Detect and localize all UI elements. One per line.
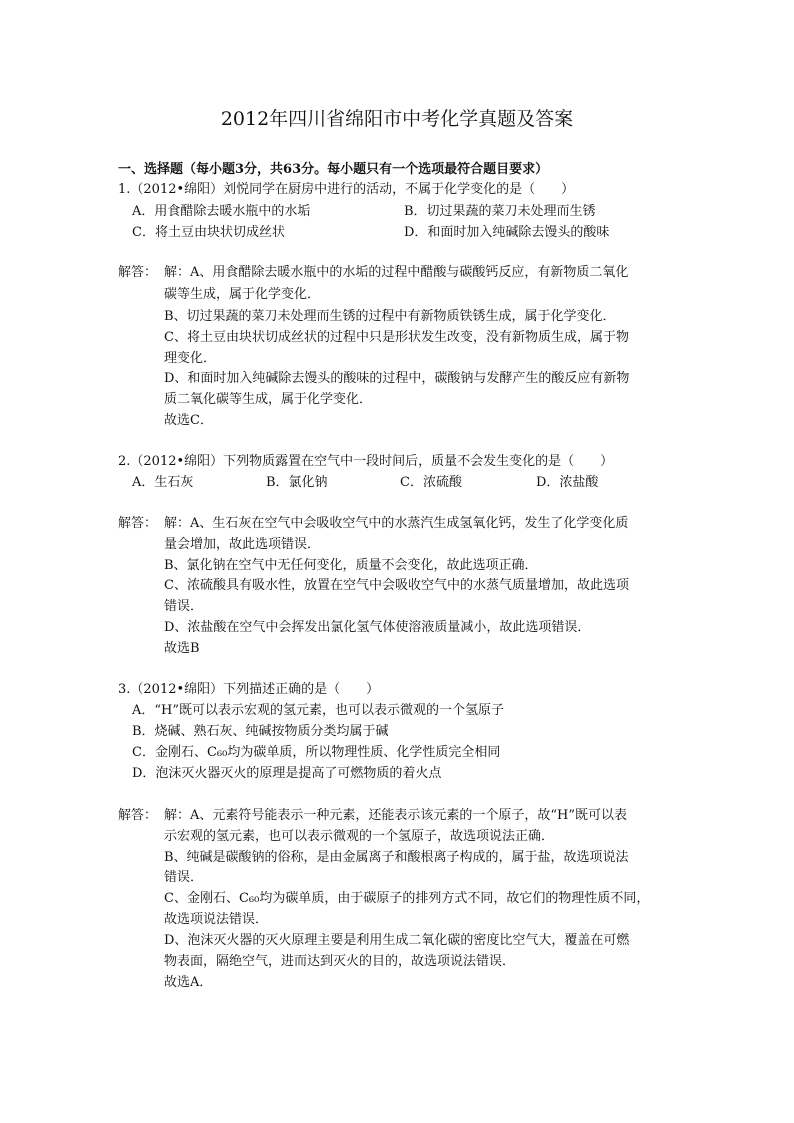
question-1-option-d: D．和面时加入纯碱除去馒头的酸味: [404, 225, 610, 240]
question-3-option-d: D．泡沫灭火器灭火的原理是提高了可燃物质的着火点: [132, 766, 442, 781]
answer-3-line: 物表面，隔绝空气，进而达到灭火的目的，故选项说法错误．: [164, 954, 516, 969]
question-1-option-c: C．将土豆由块状切成丝状: [132, 225, 285, 240]
answer-2-line: 错误．: [164, 599, 204, 614]
answer-1-line: 故选C．: [164, 413, 213, 428]
answer-2-line: C、浓硫酸具有吸水性，放置在空气中会吸收空气中的水蒸气质量增加，故此选项: [164, 578, 629, 593]
answer-2-line: B、氯化钠在空气中无任何变化，质量不会变化，故此选项正确．: [164, 558, 538, 573]
page-title: 2012年四川省绵阳市中考化学真题及答案: [220, 108, 574, 130]
section-heading: 一、选择题（每小题3分，共63分。每小题只有一个选项最符合题目要求）: [118, 162, 549, 177]
question-1-option-a: A．用食醋除去暖水瓶中的水垢: [132, 204, 311, 219]
question-3-stem: 3.（2012•绵阳）下列描述正确的是（ ）: [118, 682, 380, 697]
answer-2-line: D、浓盐酸在空气中会挥发出氯化氢气体使溶液质量减小，故此选项错误．: [164, 620, 591, 635]
answer-3-line: 错误．: [164, 870, 204, 885]
answer-1-line: C、将土豆由块状切成丝状的过程中只是形状发生改变，没有新物质生成，属于物: [164, 330, 629, 345]
question-2-option-a: A．生石灰: [132, 475, 194, 490]
answer-2-line: 故选B: [164, 641, 200, 656]
answer-3-line: 故选A．: [164, 975, 213, 990]
answer-3-line: 示宏观的氢元素，也可以表示微观的一个氢原子，故选项说法正确．: [164, 829, 555, 844]
answer-label-1: 解答：: [118, 265, 158, 280]
answer-1-line: B、切过果蔬的菜刀未处理而生锈的过程中有新物质铁锈生成，属于化学变化．: [164, 309, 616, 324]
answer-2-line: 解：A、生石灰在空气中会吸收空气中的水蒸汽生成氢氧化钙，发生了化学变化质: [164, 516, 629, 531]
answer-3-line: C、金刚石、C₆₀均为碳单质，由于碳原子的排列方式不同，故它们的物理性质不同，: [164, 891, 650, 906]
answer-1-line: 理变化．: [164, 351, 217, 366]
answer-label-3: 解答：: [118, 808, 158, 823]
question-2-option-b: B．氯化钠: [266, 475, 328, 490]
answer-2-line: 量会增加，故此选项错误．: [164, 537, 321, 552]
question-1-option-b: B．切过果蔬的菜刀未处理而生锈: [404, 204, 596, 219]
answer-1-line: 解：A、用食醋除去暖水瓶中的水垢的过程中醋酸与碳酸钙反应，有新物质二氧化: [164, 265, 629, 280]
answer-label-2: 解答：: [118, 516, 158, 531]
answer-3-line: D、泡沫灭火器的灭火原理主要是利用生成二氧化碳的密度比空气大，覆盖在可燃: [164, 933, 630, 948]
answer-3-line: 故选项说法错误．: [164, 912, 269, 927]
answer-1-line: 质二氧化碳等生成，属于化学变化．: [164, 392, 373, 407]
question-2-option-d: D．浓盐酸: [536, 475, 599, 490]
question-1-stem: 1.（2012•绵阳）刘悦同学在厨房中进行的活动，不属于化学变化的是（ ）: [118, 182, 575, 197]
question-3-option-b: B．烧碱、熟石灰、纯碱按物质分类均属于碱: [132, 724, 389, 739]
answer-1-line: 碳等生成，属于化学变化．: [164, 287, 321, 302]
question-3-option-c: C．金刚石、C₆₀均为碳单质，所以物理性质、化学性质完全相同: [132, 745, 501, 760]
answer-1-line: D、和面时加入纯碱除去馒头的酸味的过程中，碳酸钠与发酵产生的酸反应有新物: [164, 371, 630, 386]
question-2-stem: 2.（2012•绵阳）下列物质露置在空气中一段时间后，质量不会发生变化的是（ ）: [118, 454, 614, 469]
question-3-option-a: A．“H”既可以表示宏观的氢元素，也可以表示微观的一个氢原子: [132, 703, 505, 718]
answer-3-line: 解：A、元素符号能表示一种元素，还能表示该元素的一个原子，故“H”既可以表: [164, 808, 628, 823]
answer-3-line: B、纯碱是碳酸钠的俗称，是由金属离子和酸根离子构成的，属于盐，故选项说法: [164, 850, 629, 865]
question-2-option-c: C．浓硫酸: [400, 475, 462, 490]
